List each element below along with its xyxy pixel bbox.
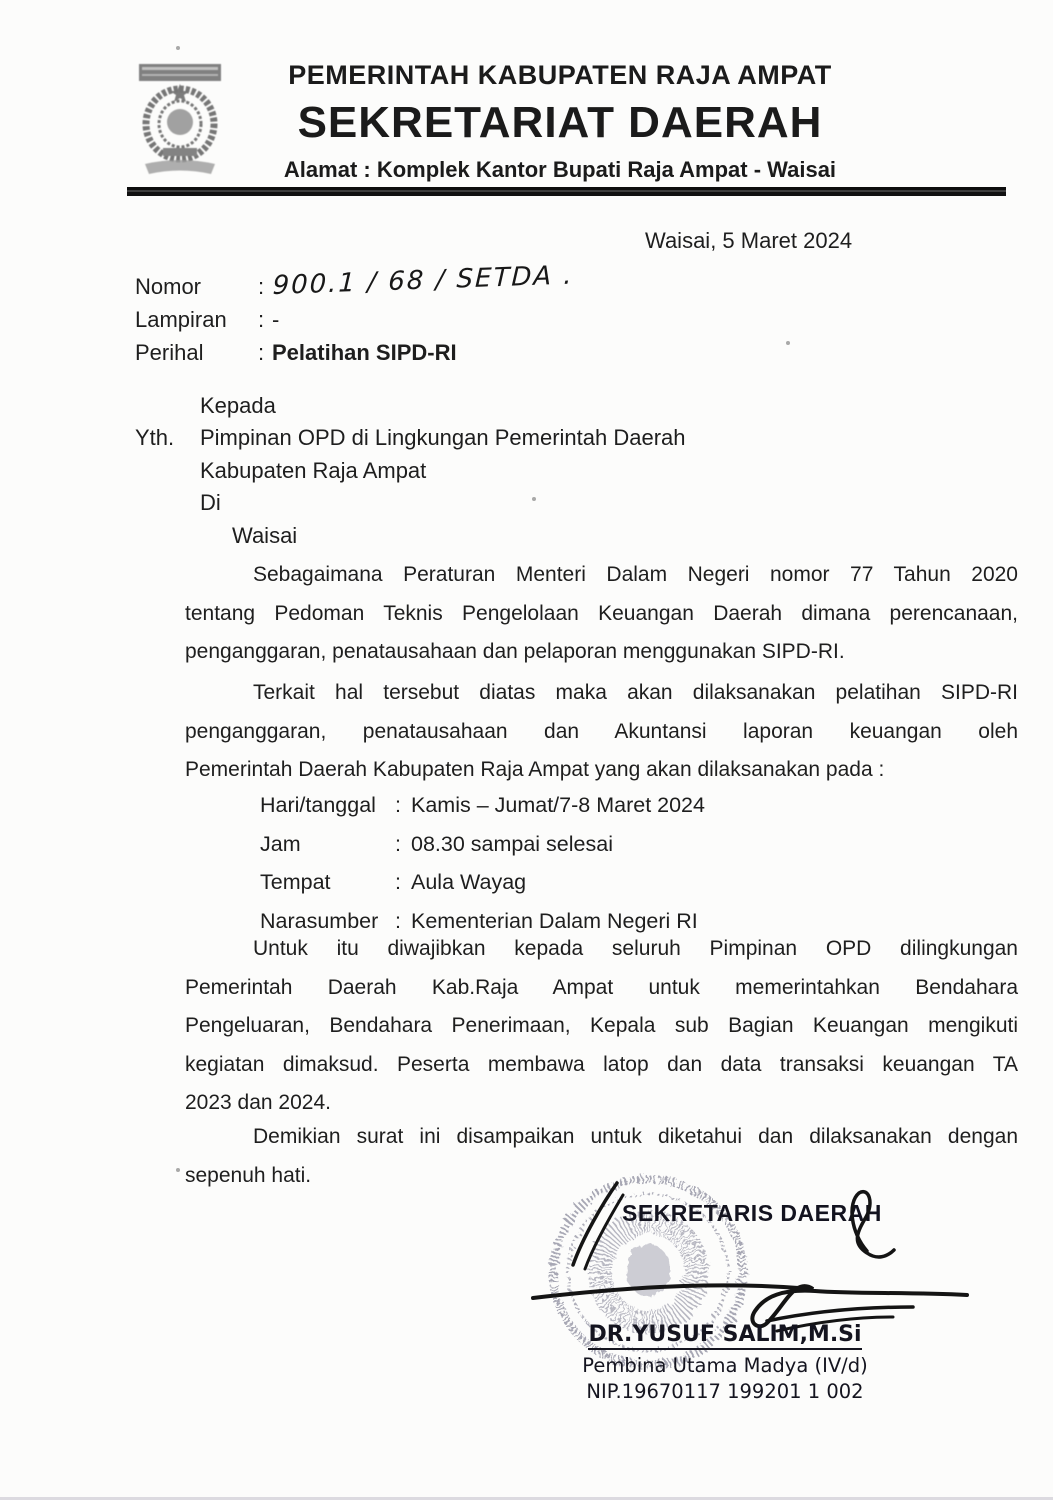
scan-speck	[176, 46, 180, 50]
yth-line	[135, 422, 686, 454]
nomor-row	[135, 260, 575, 303]
kepada-line: Kepada	[200, 393, 276, 418]
detail-row	[260, 825, 705, 864]
letterhead-rule	[127, 187, 1006, 196]
scan-speck	[532, 497, 536, 501]
paragraph-line: Terkait hal tersebut diatas maka akan dilaksanakan pelatihan SIPD-RI	[253, 681, 1018, 704]
scan-speck	[176, 1168, 180, 1172]
detail-row	[260, 863, 705, 902]
signer-name: DR.YUSUF SALIM,M.Si	[588, 1322, 861, 1350]
paragraph-line: Demikian surat ini disampaikan untuk diketahui dan dilaksanakan dengan	[253, 1125, 1018, 1148]
paragraph-line: penganggaran, penatausahaan dan pelaporan menggunakan SIPD-RI.	[185, 640, 845, 664]
paragraph-3	[185, 930, 1018, 1123]
recipient-block	[135, 390, 686, 552]
paragraph-2	[185, 674, 1018, 790]
lampiran-row	[135, 303, 573, 336]
recipient-city: Waisai	[232, 522, 298, 548]
government-name: PEMERINTAH KABUPATEN RAJA AMPAT	[288, 60, 832, 90]
perihal-label: Perihal	[135, 340, 204, 365]
colon: :	[258, 340, 265, 365]
colon: :	[258, 307, 265, 332]
paragraph-line: Pengeluaran, Bendahara Penerimaan, Kepala sub Bagian Keuangan mengikuti	[185, 1014, 1018, 1038]
recipient-line1: Pimpinan OPD di Lingkungan Pemerintah Daerah	[200, 425, 686, 451]
address-line: Alamat : Komplek Kantor Bupati Raja Ampat - Waisai	[283, 157, 837, 182]
paragraph-line: 2023 dan 2024.	[185, 1091, 331, 1115]
detail-label: Jam	[260, 831, 301, 856]
lampiran-value: -	[272, 307, 280, 332]
colon: :	[258, 274, 265, 299]
colon: :	[395, 870, 401, 895]
recipient-line2: Kabupaten Raja Ampat	[200, 457, 427, 483]
signer-title: SEKRETARIS DAERAH	[622, 1200, 882, 1226]
colon: :	[395, 831, 401, 856]
letterhead	[180, 58, 940, 184]
colon: :	[395, 793, 401, 817]
paragraph-line: tentang Pedoman Teknis Pengelolaan Keuangan Daerah dimana perencanaan,	[185, 601, 1018, 625]
di-line: Di	[200, 490, 221, 516]
detail-label: Hari/tanggal	[260, 793, 376, 817]
paragraph-line: penganggaran, penatausahaan dan Akuntansi laporan keuangan oleh	[185, 719, 1018, 743]
perihal-row	[135, 336, 573, 369]
paragraph-line: sepenuh hati.	[185, 1163, 312, 1187]
paragraph-line: kegiatan dimaksud. Peserta membawa latop dan data transaksi keuangan TA	[185, 1052, 1018, 1076]
colon: :	[395, 908, 401, 933]
detail-value: Kementerian Dalam Negeri RI	[411, 908, 698, 933]
paragraph-line: Untuk itu diwajibkan kepada seluruh Pimpinan OPD dilingkungan	[253, 937, 1018, 960]
signer-nip: NIP.19670117 199201 1 002	[586, 1380, 864, 1403]
detail-value: Kamis – Jumat/7-8 Maret 2024	[411, 793, 705, 817]
department-name: SEKRETARIAT DAERAH	[297, 98, 823, 147]
nomor-value-handwritten: 900.1 / 68 / SETDA .	[272, 260, 575, 301]
detail-row	[260, 786, 705, 825]
detail-label: Tempat	[260, 870, 331, 895]
scan-speck	[786, 341, 790, 345]
lampiran-label: Lampiran	[135, 307, 227, 332]
perihal-value: Pelatihan SIPD-RI	[272, 340, 457, 365]
signer-identity	[555, 1322, 895, 1405]
yth-label: Yth.	[135, 425, 175, 451]
letter-meta	[135, 260, 575, 369]
paragraph-line: Sebagaimana Peraturan Menteri Dalam Negeri nomor 77 Tahun 2020	[253, 563, 1018, 586]
paragraph-line: Pemerintah Daerah Kab.Raja Ampat untuk memerintahkan Bendahara	[185, 975, 1018, 999]
nomor-label: Nomor	[135, 274, 202, 299]
detail-value: Aula Wayag	[411, 870, 527, 895]
date-line: Waisai, 5 Maret 2024	[645, 228, 853, 253]
signer-rank: Pembina Utama Madya (IV/d)	[582, 1354, 868, 1377]
paragraph-1	[185, 556, 1018, 672]
event-details	[260, 786, 705, 940]
detail-value: 08.30 sampai selesai	[411, 831, 613, 856]
detail-label: Narasumber	[260, 908, 379, 933]
paragraph-line: Pemerintah Daerah Kabupaten Raja Ampat yang akan dilaksanakan pada :	[185, 758, 885, 782]
